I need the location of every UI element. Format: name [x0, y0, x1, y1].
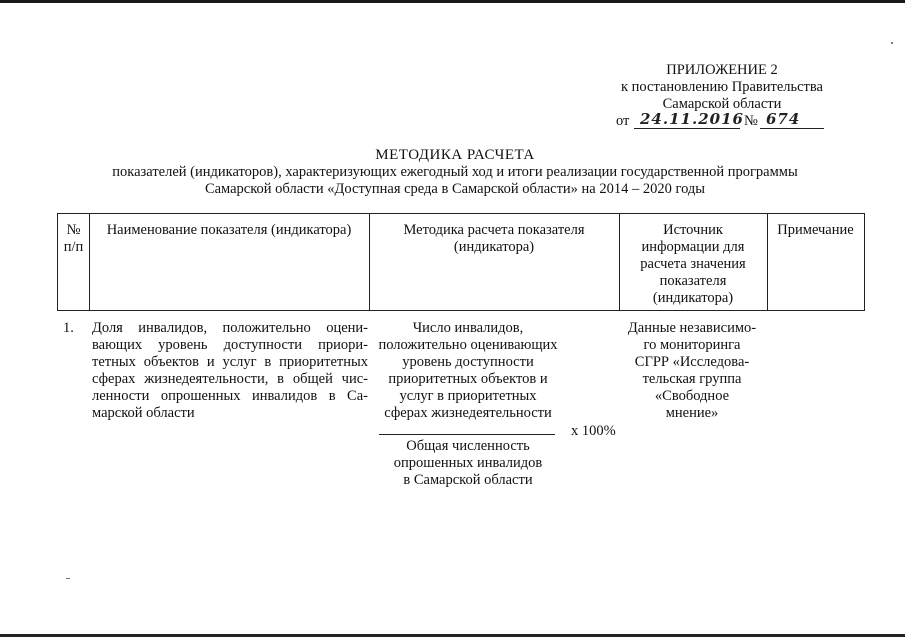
- numerator-line: уровень доступности: [402, 354, 534, 370]
- document-subtitle-line-1: показателей (индикаторов), характеризующих ежегодный ход и итоги реализации государственной программы: [112, 164, 798, 180]
- header-num: [58, 222, 89, 256]
- formula-multiplier: x 100%: [571, 423, 616, 439]
- source-line: го мониторинга: [643, 337, 741, 353]
- fraction-bar: [379, 434, 555, 435]
- document-title: МЕТОДИКА РАСЧЕТА: [375, 147, 535, 163]
- numerator-line: приоритетных объектов и: [388, 371, 548, 387]
- information-source-cell: [618, 320, 766, 422]
- source-line: мнение»: [665, 405, 719, 421]
- denominator-line: в Самарской области: [403, 472, 533, 488]
- formula-numerator: [370, 320, 566, 422]
- source-line: тельская группа: [642, 371, 742, 387]
- indicator-name-line: тетных объектов и услуг в приоритетных: [92, 354, 368, 370]
- date-underline: [634, 128, 740, 129]
- number-underline: [760, 128, 824, 129]
- header-num-line: №: [66, 222, 81, 238]
- header-source: [619, 222, 767, 307]
- number-prefix: №: [744, 113, 758, 129]
- appendix-line-2: Самарской области: [662, 96, 782, 112]
- scan-speck: [891, 42, 893, 44]
- row-number: 1.: [63, 320, 74, 336]
- header-note: [767, 222, 864, 239]
- numerator-line: Число инвалидов,: [412, 320, 524, 336]
- numerator-line: услуг в приоритетных: [399, 388, 537, 404]
- numerator-line: положительно оценивающих: [378, 337, 558, 353]
- source-line: СГРР «Исследова-: [634, 354, 750, 370]
- date-handwritten: 24.11.2016: [640, 110, 744, 128]
- methodology-table-header: [57, 213, 865, 311]
- header-note-line: Примечание: [777, 222, 854, 238]
- number-handwritten: 674: [766, 110, 801, 128]
- header-method-line: (индикатора): [453, 239, 535, 255]
- numerator-line: сферах жизнедеятельности: [384, 405, 552, 421]
- date-prefix: от: [616, 113, 630, 129]
- header-source-line: информации для: [641, 239, 745, 255]
- header-method: [369, 222, 619, 256]
- top-border-line: [0, 0, 905, 3]
- document-title-block: [40, 147, 870, 198]
- indicator-name-cell: [92, 320, 368, 422]
- appendix-label: ПРИЛОЖЕНИЕ 2: [666, 62, 778, 78]
- decree-date-number: [616, 110, 824, 130]
- source-line: Данные независимо-: [627, 320, 757, 336]
- header-indicator-name: [89, 222, 369, 239]
- header-name-line: Наименование показателя (индикатора): [106, 222, 352, 238]
- indicator-name-line: ленности опрошенных инвалидов в Са-: [92, 388, 368, 404]
- header-num-line: п/п: [63, 239, 84, 255]
- bottom-border-line: [0, 634, 905, 637]
- appendix-line-1: к постановлению Правительства: [621, 79, 823, 95]
- appendix-block: [580, 62, 864, 113]
- indicator-name-line: вающих уровень доступности приори-: [92, 337, 368, 353]
- indicator-name-line: Доля инвалидов, положительно оцени-: [92, 320, 368, 336]
- formula-denominator: [370, 438, 566, 489]
- scan-speck: [66, 578, 70, 579]
- denominator-line: Общая численность: [406, 438, 530, 454]
- header-source-line: (индикатора): [652, 290, 734, 306]
- denominator-line: опрошенных инвалидов: [393, 455, 543, 471]
- indicator-name-line: марской области: [92, 405, 195, 421]
- document-subtitle-line-2: Самарской области «Доступная среда в Самарской области» на 2014 – 2020 годы: [204, 181, 706, 197]
- indicator-name-line: сферах жизнедеятельности, в общей чис-: [92, 371, 368, 387]
- header-method-line: Методика расчета показателя: [403, 222, 585, 238]
- header-source-line: Источник: [663, 222, 723, 238]
- source-line: «Свободное: [654, 388, 730, 404]
- header-source-line: расчета значения: [640, 256, 746, 272]
- header-source-line: показателя: [659, 273, 727, 289]
